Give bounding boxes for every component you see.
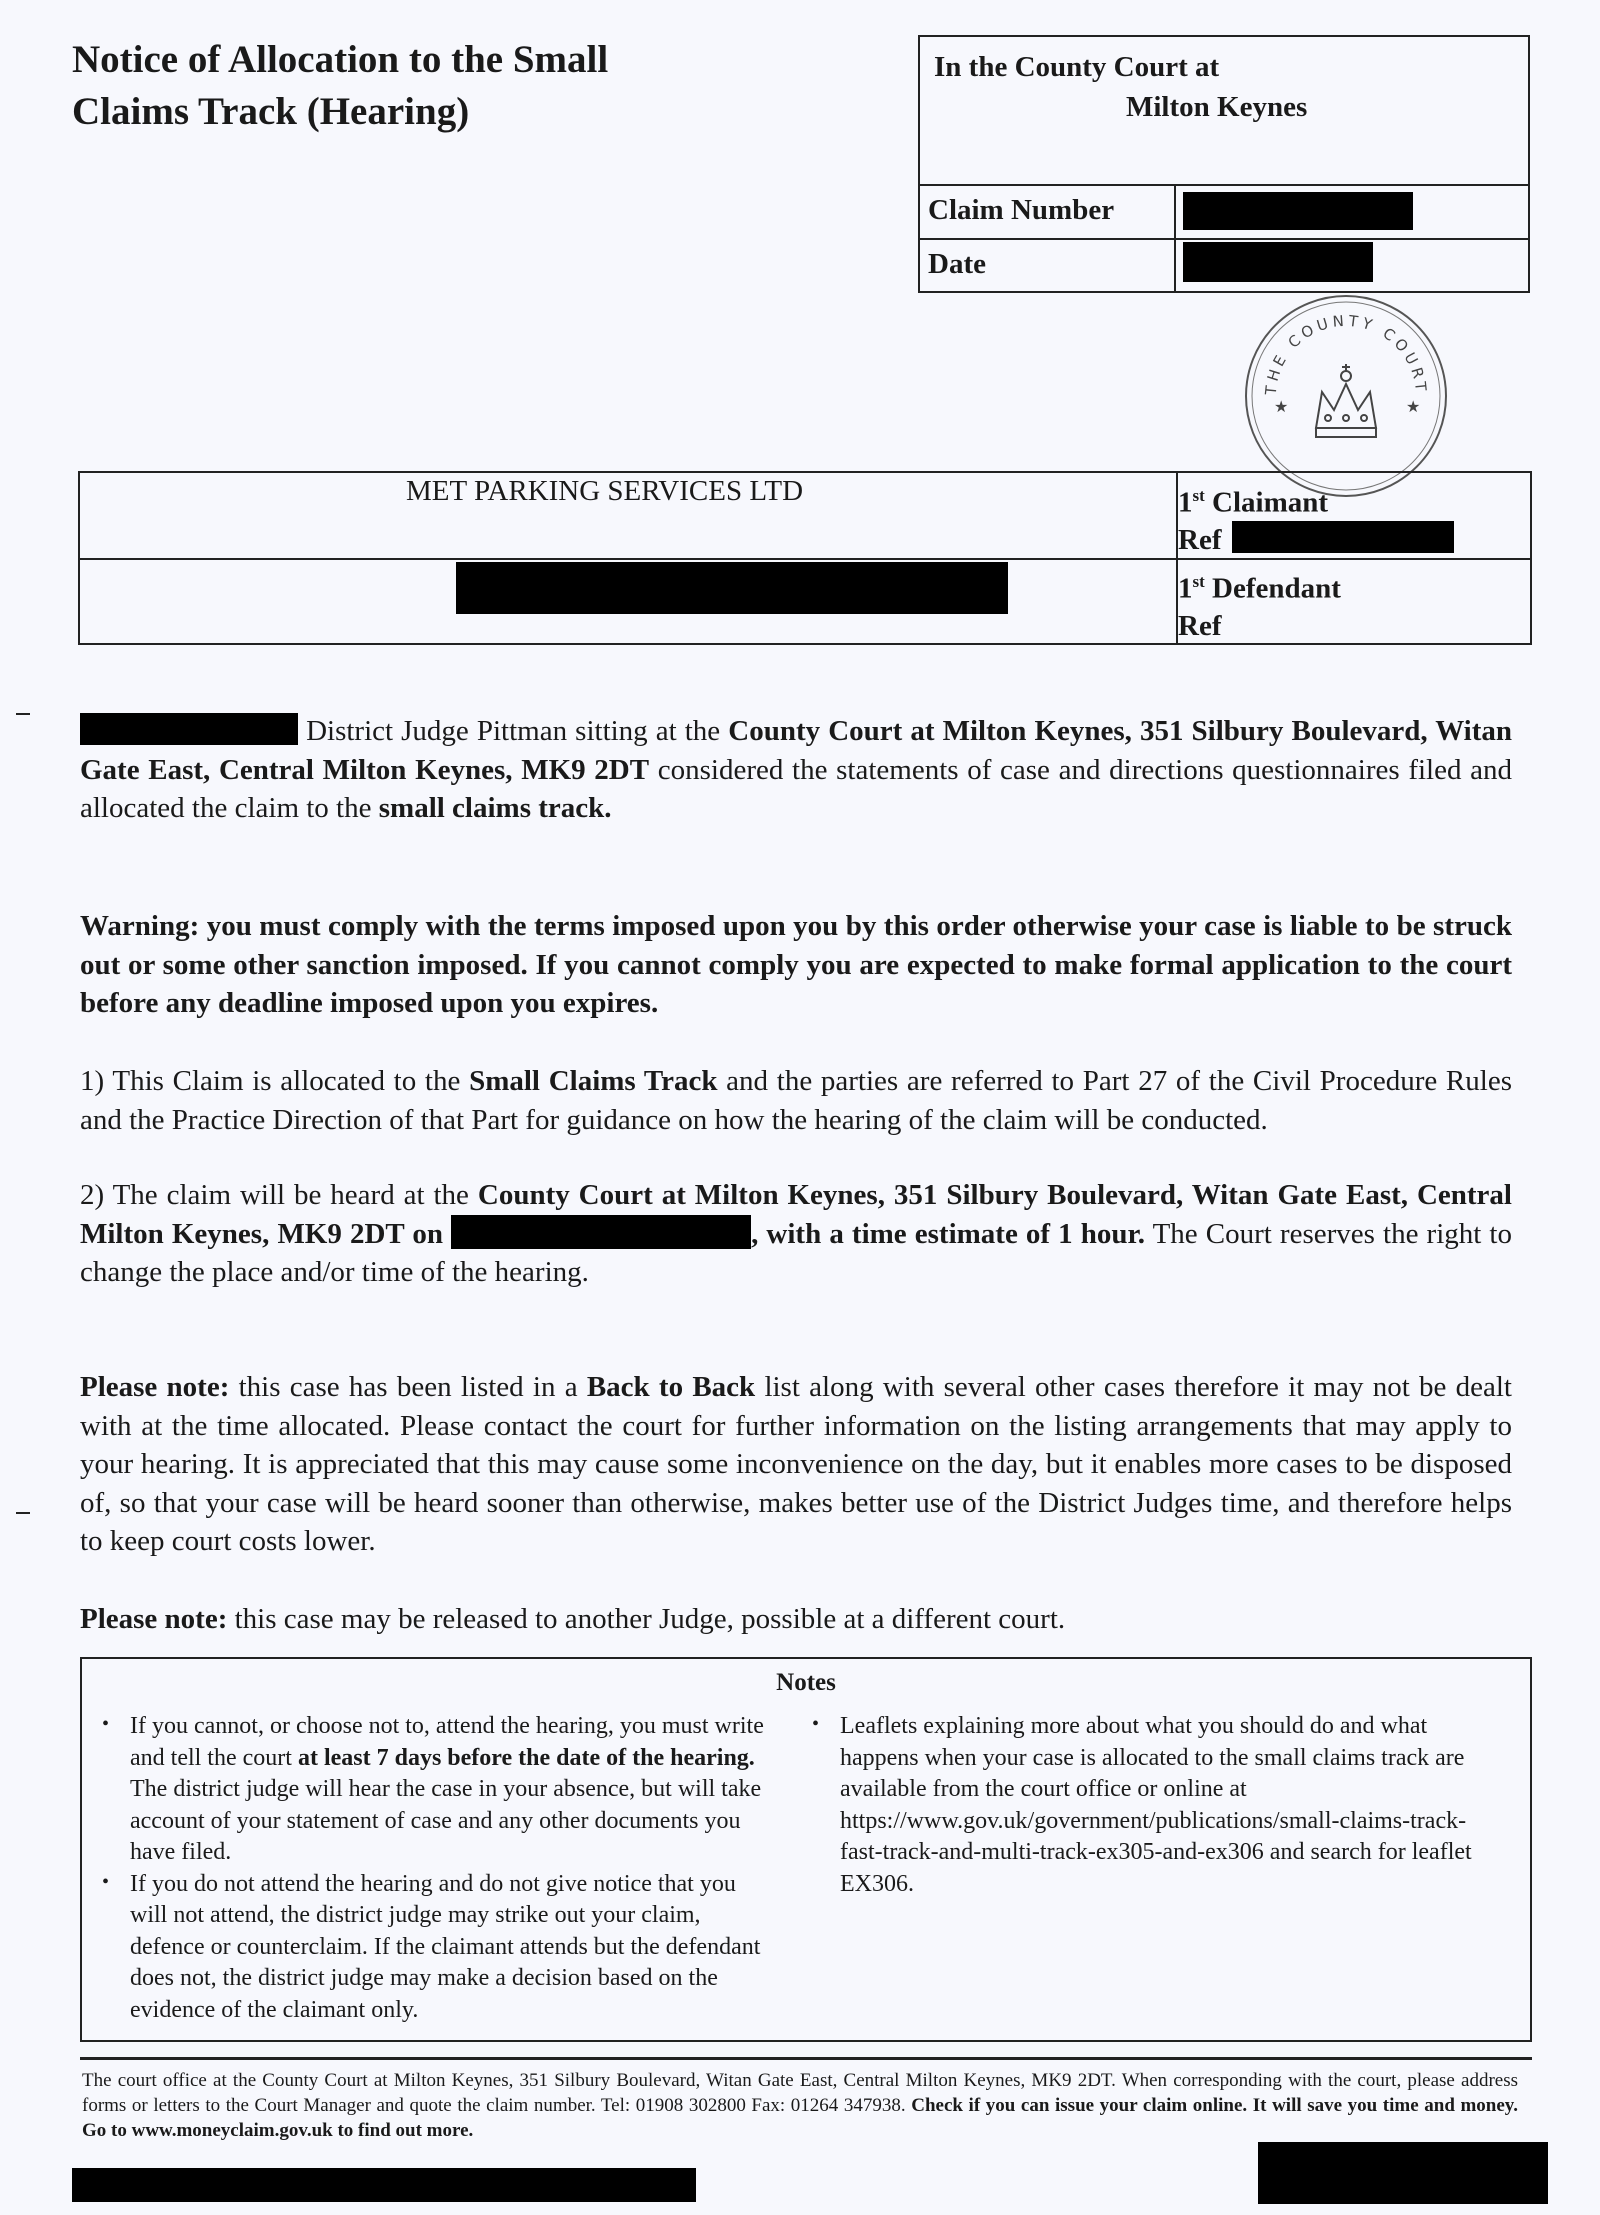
note2-label: Please note: bbox=[80, 1603, 228, 1635]
margin-mark bbox=[16, 713, 30, 715]
note1-text-a: this case has been listed in a bbox=[238, 1371, 578, 1403]
claimant-name: MET PARKING SERVICES LTD bbox=[406, 475, 804, 507]
claim-number-row bbox=[920, 184, 1528, 240]
column-divider bbox=[1174, 238, 1176, 292]
court-info-box bbox=[918, 35, 1530, 293]
note-bullet-leaflets: • Leaflets explaining more about what you should do and what happens when your case is allocated to the small claims track are available from the court office or online at https://www.gov.uk/government/publications/small-claims-track-fast-track-and-multi-track-ex305-and-ex306 and search for leaflet EX306. bbox=[806, 1711, 1506, 1900]
redacted-date-inline bbox=[80, 713, 298, 745]
note1-back-to-back: Back to Back bbox=[586, 1371, 756, 1403]
redacted-defendant-name bbox=[456, 562, 1008, 614]
intro-judge: District Judge Pittman sitting at the bbox=[306, 715, 721, 747]
intro-paragraph bbox=[80, 712, 1512, 828]
footer-divider bbox=[80, 2057, 1532, 2060]
item1-track: Small Claims Track bbox=[469, 1065, 718, 1097]
page-title: Notice of Allocation to the Small Claims Track (Hearing) bbox=[72, 38, 609, 133]
svg-text:★: ★ bbox=[1274, 397, 1289, 416]
redacted-hearing-date bbox=[451, 1215, 751, 1249]
defendant-ordinal-suffix: st bbox=[1192, 572, 1205, 591]
warning-paragraph: Warning: you must comply with the terms imposed upon you by this order otherwise your case is liable to be struck out or some other sanction imposed. If you cannot comply you are expected to make formal application to the court before any deadline imposed upon you expires. bbox=[80, 910, 1512, 1019]
allocation-paragraph bbox=[80, 1062, 1512, 1139]
note-left-1a: If you cannot, or choose not to, attend the hearing, you must write and tell the court bbox=[130, 1713, 764, 1771]
defendant-role-label: Defendant bbox=[1212, 572, 1341, 605]
notes-title: Notes bbox=[776, 1669, 836, 1696]
notes-right-column bbox=[806, 1711, 1506, 1900]
item2-text-d: The Court reserves the right to change the place and/or time of the hearing. bbox=[80, 1217, 1512, 1288]
court-header-cell bbox=[920, 37, 1528, 186]
footer-online-claim: Check if you can issue your claim online. It will save you time and money. Go to www.moneyclaim.gov.uk to find out more. bbox=[82, 2095, 1519, 2141]
footer-contact: The court office at the County Court at Milton Keynes, 351 Silbury Boulevard, Witan Gate East, Central Milton Keynes, MK9 2DT. When corresponding with the court, please address forms or letters to the Court Manager and quote the claim number. Tel: 01908 302800 Fax: 01264 347938. bbox=[82, 2070, 1518, 2116]
footer-text bbox=[82, 2068, 1518, 2143]
claimant-ordinal: 1 bbox=[1178, 486, 1193, 519]
item1-text-a: 1) This Claim is allocated to the bbox=[80, 1065, 461, 1097]
court-label: In the County Court at bbox=[934, 51, 1220, 83]
note2-text: this case may be released to another Judge, possible at a different court. bbox=[234, 1603, 1066, 1635]
note1-text-c: list along with several other cases therefore it may not be dealt with at the time allocated. Please contact the court for further information on the listing arrangements that may apply to your hearing. It is appreciated that this may cause some inconvenience on the day, but it enables more cases to be disposed of, so that your case will be heard sooner than otherwise, makes better use of the District Judges time, and therefore helps to keep court costs lower. bbox=[80, 1371, 1512, 1557]
svg-text:THE COUNTY COURT: THE COUNTY COURT bbox=[1261, 311, 1431, 396]
note-bullet-non-attendance: • If you do not attend the hearing and do not give notice that you will not attend, the district judge may strike out your claim, defence or counterclaim. If the claimant attends but the defendant does not, the district judge may make a decision based on the evidence of the claimant only. bbox=[96, 1869, 776, 2027]
defendant-ordinal: 1 bbox=[1178, 572, 1193, 605]
defendant-role-cell bbox=[1178, 563, 1341, 645]
note-left-1b: at least 7 days before the date of the hearing. bbox=[297, 1744, 755, 1771]
note1-label: Please note: bbox=[80, 1371, 230, 1403]
intro-middle: considered the statements of case and directions questionnaires filed and allocated the claim to the bbox=[80, 753, 1513, 824]
intro-court-address: County Court at Milton Keynes, 351 Silbury Boulevard, Witan Gate East, Central Milton Keynes, MK9 2DT bbox=[80, 715, 1513, 786]
defendant-ref-label: Ref bbox=[1178, 609, 1222, 642]
item2-text-a: 2) The claim will be heard at the bbox=[80, 1179, 469, 1211]
item2-estimate: , with a time estimate of 1 hour. bbox=[751, 1217, 1145, 1250]
crown-icon bbox=[1316, 364, 1376, 437]
date-row bbox=[920, 238, 1528, 292]
redacted-claim-number bbox=[1183, 192, 1413, 230]
claimant-ref-label: Ref bbox=[1178, 523, 1222, 556]
item1-text-c: and the parties are referred to Part 27 of the Civil Procedure Rules and the Practice Direction of that Part for guidance on how the hearing of the claim will be conducted. bbox=[80, 1065, 1512, 1136]
item2-venue: County Court at Milton Keynes, 351 Silbury Boulevard, Witan Gate East, Central Milton Keynes, MK9 2DT on bbox=[80, 1179, 1512, 1250]
claimant-ordinal-suffix: st bbox=[1192, 486, 1205, 505]
redacted-claimant-ref bbox=[1232, 521, 1454, 553]
notes-box bbox=[80, 1657, 1532, 2042]
redacted-footer-right bbox=[1258, 2142, 1548, 2204]
note-left-1c: The district judge will hear the case in your absence, but will take account of your statement of case and any other documents you have filed. bbox=[130, 1776, 762, 1865]
redacted-footer-left bbox=[72, 2168, 696, 2202]
date-label: Date bbox=[928, 248, 986, 280]
svg-text:★: ★ bbox=[1406, 397, 1421, 416]
hearing-paragraph bbox=[80, 1176, 1512, 1292]
notes-left-column bbox=[96, 1711, 776, 2026]
claimant-role-label: Claimant bbox=[1212, 486, 1329, 519]
redacted-date bbox=[1183, 242, 1373, 282]
note-bullet-attendance bbox=[96, 1711, 776, 1869]
margin-mark bbox=[16, 1512, 30, 1514]
column-divider bbox=[1174, 184, 1176, 238]
parties-table bbox=[78, 471, 1532, 645]
intro-track: small claims track. bbox=[378, 792, 612, 824]
court-name: Milton Keynes bbox=[1126, 91, 1308, 123]
release-note bbox=[80, 1600, 1512, 1639]
claim-number-label: Claim Number bbox=[928, 194, 1115, 226]
back-to-back-note bbox=[80, 1368, 1512, 1561]
